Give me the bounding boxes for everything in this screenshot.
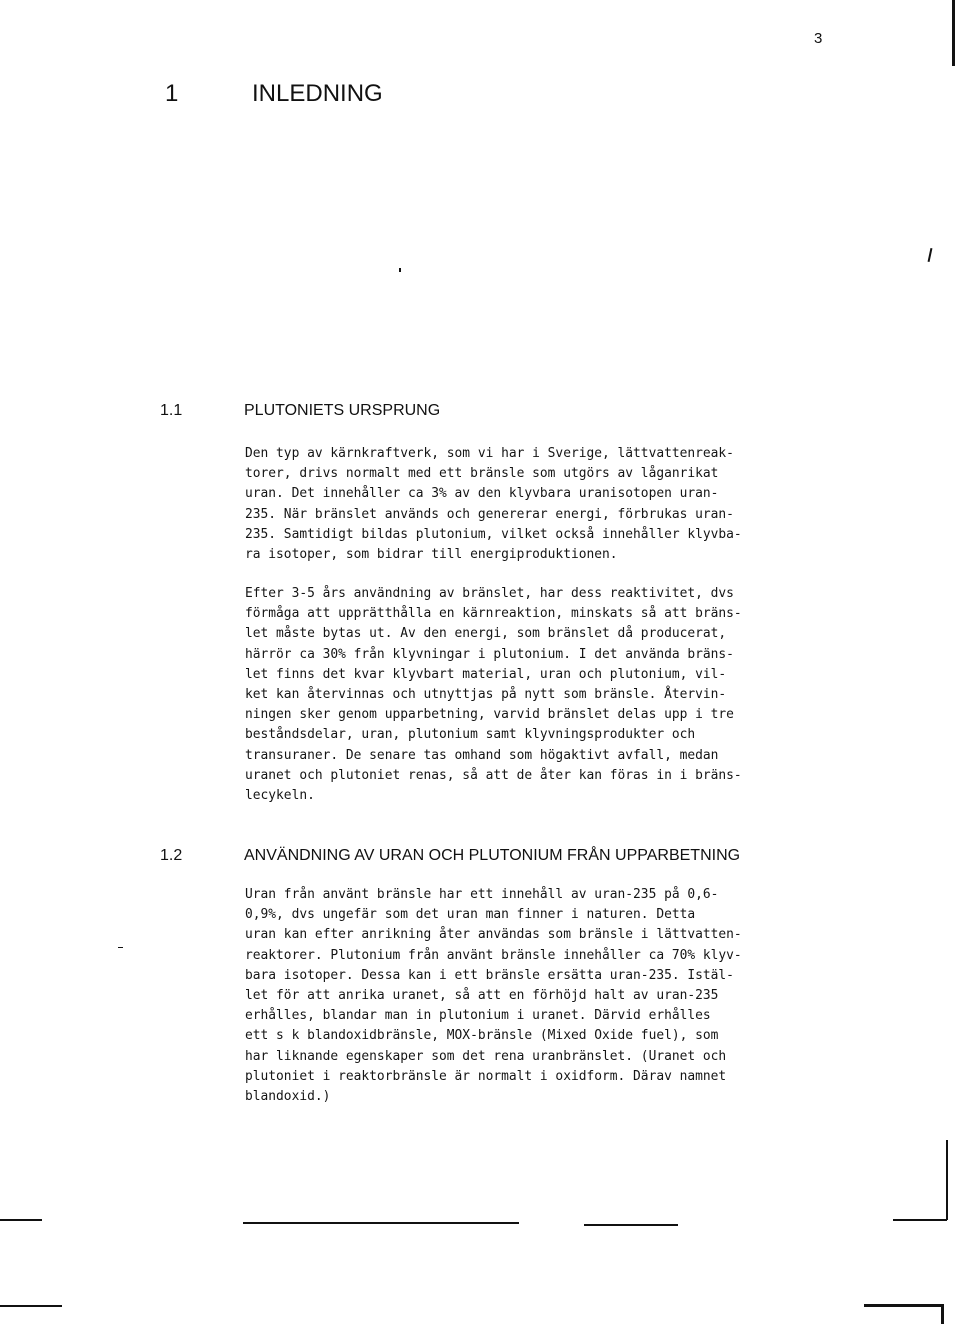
scan-edge-mark — [243, 1222, 519, 1224]
scan-edge-mark — [0, 1305, 62, 1307]
chapter-number: 1 — [165, 80, 179, 107]
section-number: 1.1 — [160, 402, 183, 419]
section-title: ANVÄNDNING AV URAN OCH PLUTONIUM FRÅN UPPARBETNING — [244, 847, 741, 864]
paragraph: Efter 3-5 års användning av bränslet, har dess reaktivitet, dvs förmåga att upprätthålla en kärnreaktion, minskats så att bräns- let måste bytas ut. Av den energi, som bränslet då producerat, härrör ca 30% från klyvningar i plutonium. I det använda bräns- let finns det kvar klyvbart material, uran och plutonium, vil- ket kan återvinnas och utnyttjas på nytt som bränsle. Återvin- ningen sker genom upparbetning, varvid bränslet delas upp i tre beståndsdelar, uran, plutonium samt klyvningsprodukter och transuraner. De senare tas omhand som högaktivt avfall, medan uranet och plutoniet renas, så att de åter kan föras in i bräns- lecykeln. — [245, 586, 742, 804]
scan-stray-mark — [928, 248, 933, 262]
scan-edge-mark — [893, 1219, 947, 1221]
chapter-heading — [165, 80, 383, 108]
chapter-title: INLEDNING — [252, 80, 383, 107]
scan-stray-mark — [118, 947, 123, 948]
paragraph: Den typ av kärnkraftverk, som vi har i Sverige, lättvattenreak- torer, drivs normalt med ett bränsle som utgörs av låganrikat uran. Det innehåller ca 3% av den klyvbara uranisotopen uran- 235. När bränslet används och genererar energi, förbrukas uran- 235. Samtidigt bildas plutonium, vilket också innehåller klyvba- ra isotoper, som bidrar till energiproduktionen. — [245, 446, 742, 563]
section-heading — [160, 847, 740, 865]
section-number: 1.2 — [160, 847, 183, 864]
page-number: 3 — [814, 30, 823, 47]
scan-stray-mark — [399, 268, 401, 272]
paragraph: Uran från använt bränsle har ett innehåll av uran-235 på 0,6- 0,9%, dvs ungefär som det uran man finner i naturen. Detta uran kan efter anrikning åter användas som bränsle i lättvatten- reaktorer. Plutonium från använt bränsle innehåller ca 70% klyv- bara isotoper. Dessa kan i ett bränsle ersätta uran-235. Istäl- let för att anrika uranet, så att en förhöjd halt av uran-235 erhålles, blandar man in plutonium i uranet. Därvid erhålles ett s k blandoxidbränsle, MOX-bränsle (Mixed Oxide fuel), som har liknande egenskaper som det rena uranbränslet. (Uranet och plutoniet i reaktorbränsle är normalt i oxidform. Därav namnet blandoxid.) — [245, 887, 742, 1105]
scan-edge-mark — [584, 1224, 678, 1226]
section-heading — [160, 402, 440, 420]
section-title: PLUTONIETS URSPRUNG — [244, 402, 441, 419]
scan-edge-mark — [0, 1219, 42, 1221]
scan-edge-mark — [946, 1140, 948, 1220]
scan-edge-mark — [864, 1304, 944, 1307]
scan-edge-mark — [952, 0, 955, 66]
scan-edge-mark — [941, 1304, 944, 1324]
